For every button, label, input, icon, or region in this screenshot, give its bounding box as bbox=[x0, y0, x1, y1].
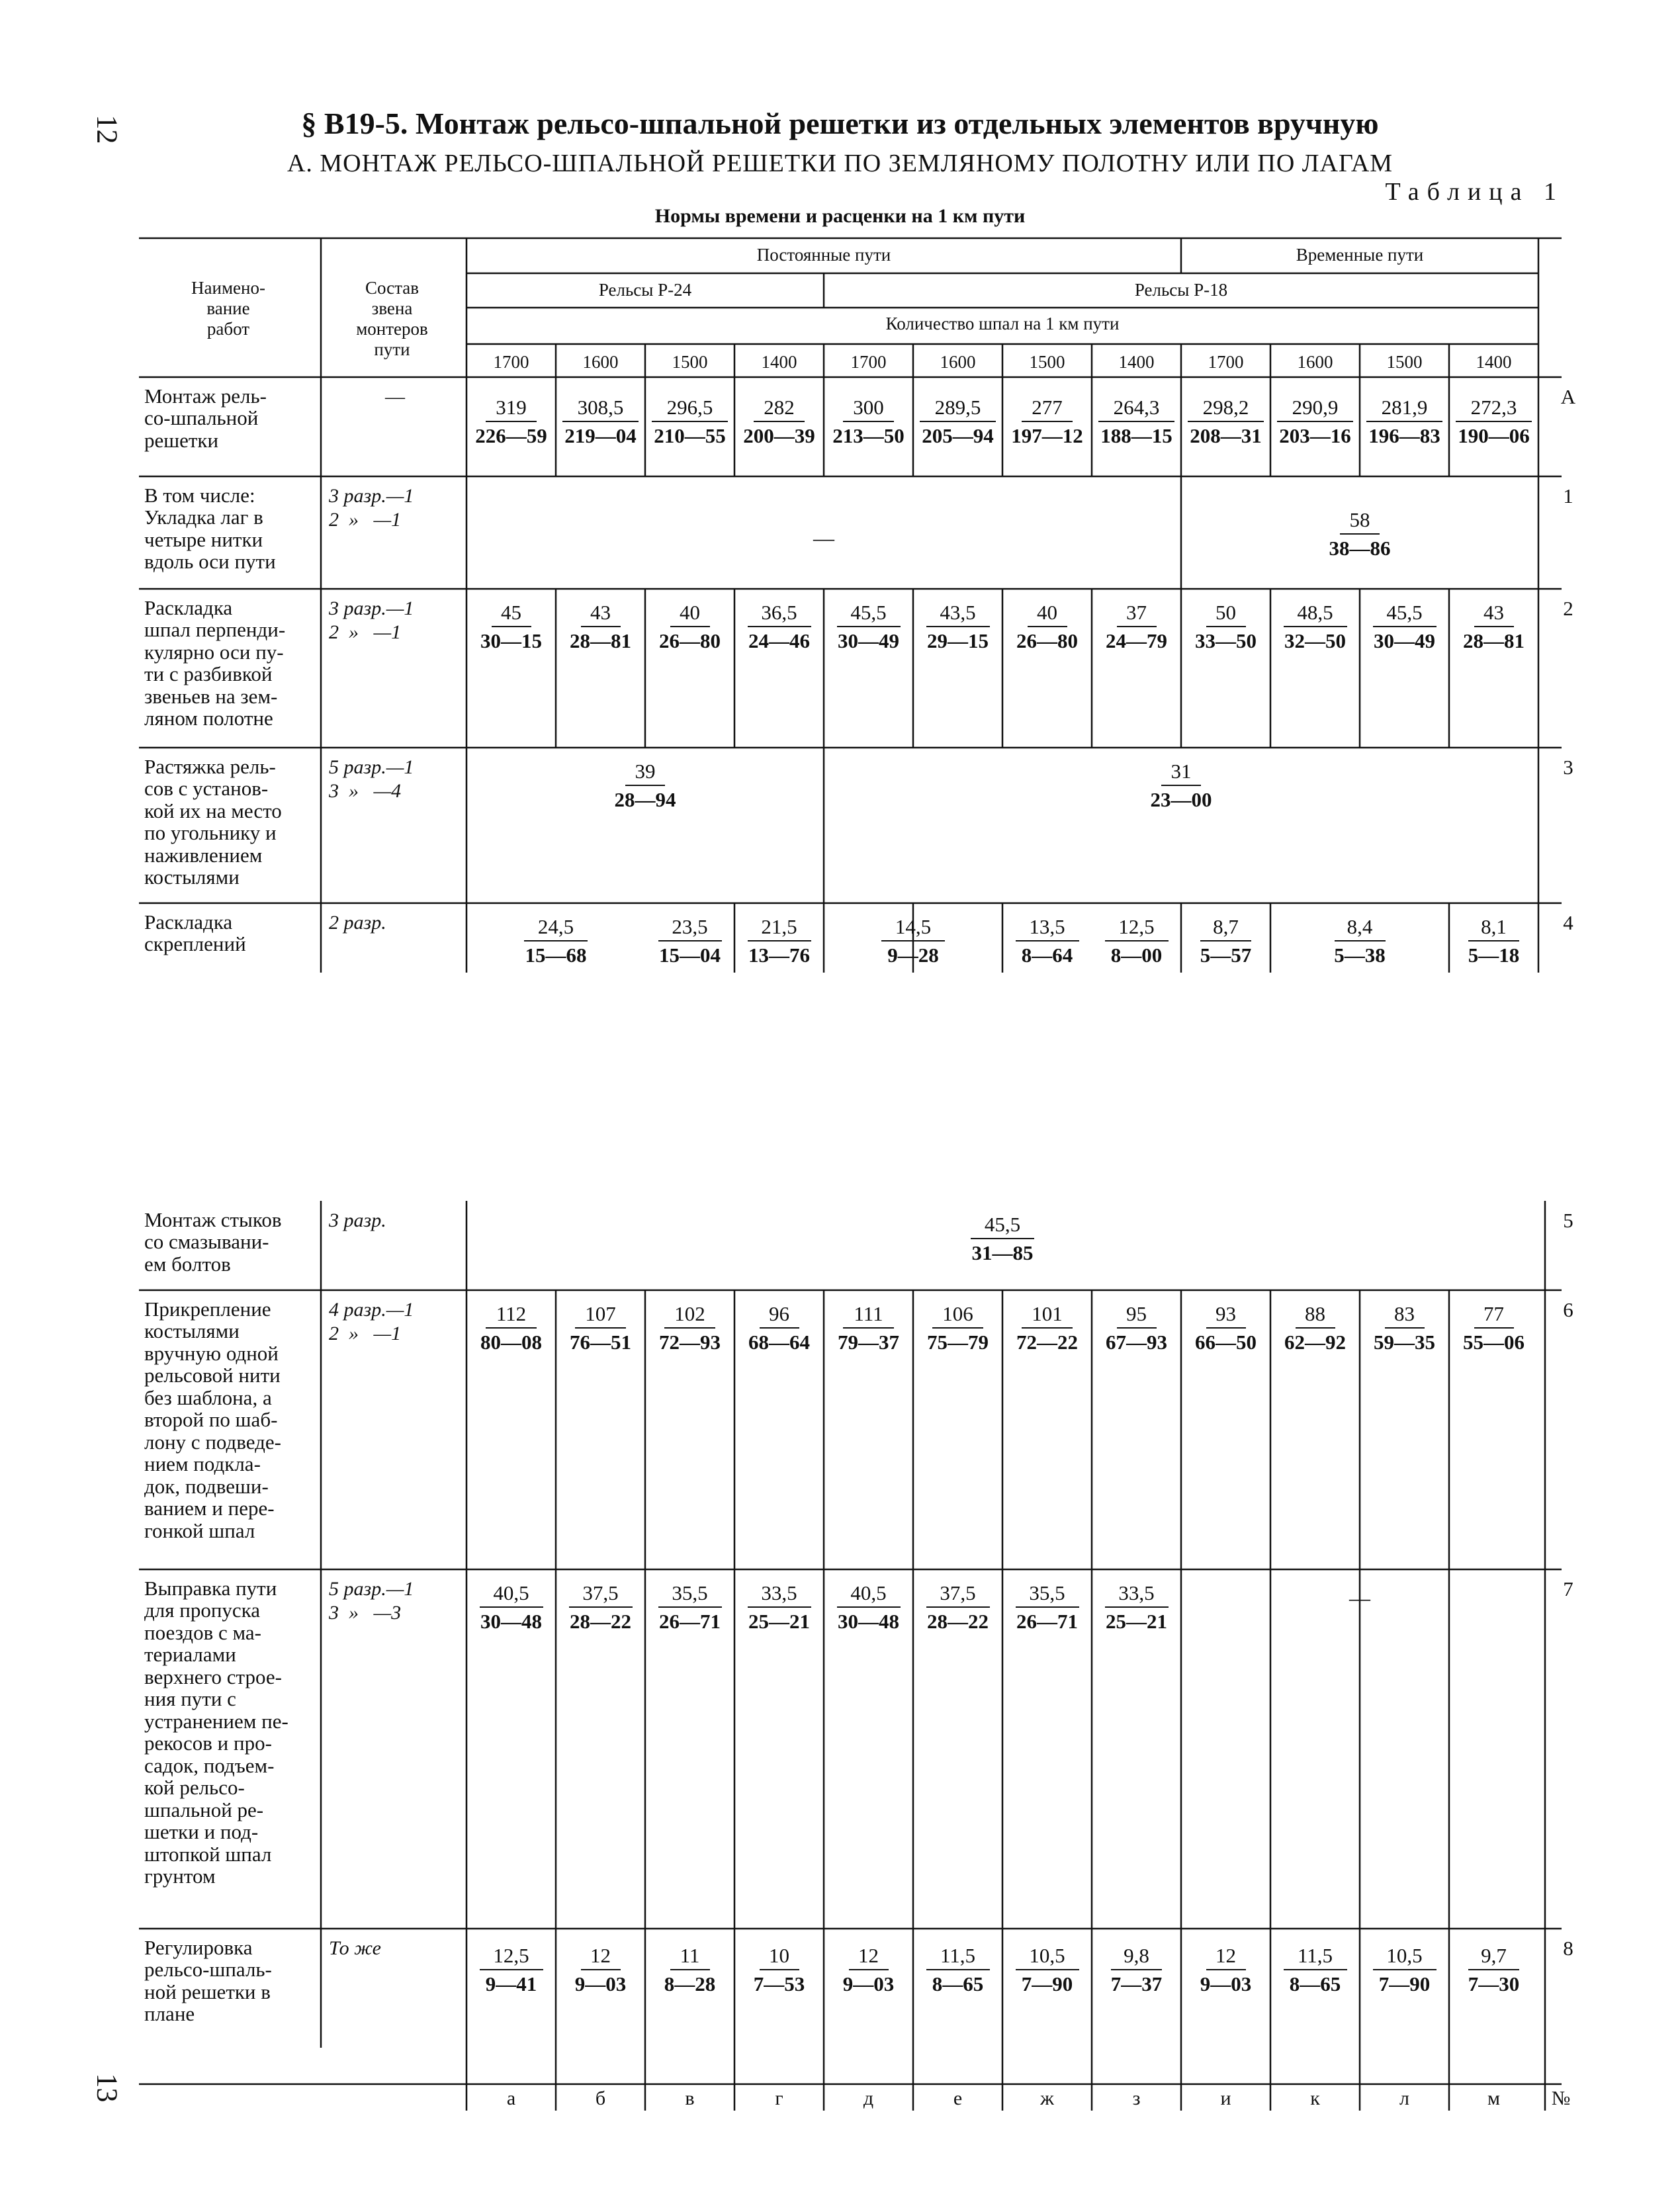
row-A-value-11 bbox=[1360, 394, 1449, 449]
row-4-value-9 bbox=[1449, 913, 1538, 969]
row-A-value-11-price: 196—83 bbox=[1368, 424, 1440, 447]
row-A-value-4 bbox=[734, 394, 824, 449]
row-8-value-10 bbox=[1270, 1942, 1360, 1997]
row-8-value-6 bbox=[913, 1942, 1002, 1997]
row-6-value-8-price: 67—93 bbox=[1106, 1331, 1167, 1354]
header-count-3: 1500 bbox=[672, 352, 708, 372]
row-A-value-4-price: 200—39 bbox=[743, 424, 815, 447]
row-7-value-1-norm: 40,5 bbox=[493, 1581, 529, 1604]
row-7-value-5 bbox=[824, 1579, 913, 1635]
row-2-code: 2 bbox=[1563, 597, 1573, 620]
row-8-value-7-price: 7—90 bbox=[1021, 1972, 1073, 1995]
row-4-value-1-price: 15—68 bbox=[525, 943, 587, 967]
row-6-crew: 4 разр.—1 2 » —1 bbox=[329, 1299, 414, 1344]
column-code-ж: ж bbox=[1040, 2087, 1054, 2109]
row-2-value-8 bbox=[1092, 599, 1181, 654]
row-6-value-9-norm: 93 bbox=[1216, 1302, 1236, 1325]
column-code-м: м bbox=[1487, 2087, 1500, 2109]
row-7-value-6-norm: 37,5 bbox=[940, 1581, 976, 1604]
row-A-value-1-price: 226—59 bbox=[475, 424, 547, 447]
column-code-з: з bbox=[1132, 2087, 1141, 2109]
row-5-value bbox=[466, 1211, 1538, 1266]
row-6-value-5 bbox=[824, 1300, 913, 1356]
row-2-value-11 bbox=[1360, 599, 1449, 654]
row-8-value-7-norm: 10,5 bbox=[1029, 1944, 1065, 1967]
row-2-value-10-norm: 48,5 bbox=[1297, 601, 1333, 624]
header-count-2: 1600 bbox=[582, 352, 619, 372]
row-3-crew: 5 разр.—1 3 » —4 bbox=[329, 756, 414, 802]
row-4-name: Раскладка скреплений bbox=[144, 910, 246, 956]
row-4-value-7-norm: 8,7 bbox=[1213, 915, 1239, 938]
row-7-value-4-price: 25—21 bbox=[748, 1610, 810, 1633]
row-2-value-12-norm: 43 bbox=[1483, 601, 1504, 624]
section-title: § В19-5. Монтаж рельсо-шпальной решетки из отдельных элементов вручную bbox=[301, 107, 1379, 140]
row-2-value-8-price: 24—79 bbox=[1106, 629, 1167, 652]
row-1-name: В том числе: Укладка лаг в четыре нитки вдоль оси пути bbox=[144, 484, 276, 574]
row-8-value-12 bbox=[1449, 1942, 1538, 1997]
column-code-в: в bbox=[685, 2087, 695, 2109]
row-A-value-3 bbox=[645, 394, 734, 449]
row-4-value-2-norm: 23,5 bbox=[672, 915, 708, 938]
row-7-value-4 bbox=[734, 1579, 824, 1635]
header-permanent: Постоянные пути bbox=[756, 245, 891, 265]
row-2-value-3-norm: 40 bbox=[680, 601, 700, 624]
row-2-value-7-norm: 40 bbox=[1037, 601, 1057, 624]
row-2-value-10-price: 32—50 bbox=[1284, 629, 1346, 652]
row-8-value-11-price: 7—90 bbox=[1378, 1972, 1431, 1995]
row-6-value-6-norm: 106 bbox=[942, 1302, 973, 1325]
row-4-value-1 bbox=[466, 913, 645, 969]
row-4-value-4 bbox=[824, 913, 1002, 969]
row-7-value-4-norm: 33,5 bbox=[761, 1581, 797, 1604]
row-5-name: Монтаж стыков со смазывани- ем болтов bbox=[144, 1208, 282, 1276]
row-8-value-9 bbox=[1181, 1942, 1270, 1997]
column-code-б: б bbox=[595, 2087, 606, 2109]
row-5-value-norm: 45,5 bbox=[984, 1213, 1021, 1236]
row-A-value-5-price: 213—50 bbox=[832, 424, 905, 447]
row-6-value-2-price: 76—51 bbox=[570, 1331, 631, 1354]
page-number-top: 12 bbox=[91, 114, 124, 144]
row-6-value-9-price: 66—50 bbox=[1195, 1331, 1257, 1354]
row-A-value-8 bbox=[1092, 394, 1181, 449]
row-7-value-2-norm: 37,5 bbox=[582, 1581, 619, 1604]
row-8-value-8 bbox=[1092, 1942, 1181, 1997]
row-3-value-p24-norm: 39 bbox=[635, 760, 656, 783]
row-4-value-9-norm: 8,1 bbox=[1481, 915, 1507, 938]
row-A-value-8-price: 188—15 bbox=[1100, 424, 1172, 447]
row-4-value-4-price: 9—28 bbox=[887, 943, 939, 967]
row-2-value-11-norm: 45,5 bbox=[1386, 601, 1423, 624]
row-A-value-6-price: 205—94 bbox=[922, 424, 994, 447]
row-3-value-p24-price: 28—94 bbox=[614, 788, 676, 811]
row-6-value-4-price: 68—64 bbox=[748, 1331, 810, 1354]
column-code-л: л bbox=[1399, 2087, 1409, 2109]
header-name-col: Наимено- вание работ bbox=[191, 278, 265, 339]
row-8-value-10-price: 8—65 bbox=[1289, 1972, 1341, 1995]
row-6-value-11-norm: 83 bbox=[1394, 1302, 1415, 1325]
row-3-value-p24 bbox=[466, 758, 824, 813]
row-5-crew: 3 разр. bbox=[329, 1209, 386, 1231]
row-8-value-6-norm: 11,5 bbox=[940, 1944, 976, 1967]
row-1-value-price: 38—86 bbox=[1329, 537, 1391, 560]
row-A-value-12-price: 190—06 bbox=[1458, 424, 1530, 447]
row-8-value-8-norm: 9,8 bbox=[1124, 1944, 1149, 1967]
row-7-value-6 bbox=[913, 1579, 1002, 1635]
row-2-value-1-norm: 45 bbox=[501, 601, 521, 624]
section-subtitle: А. МОНТАЖ РЕЛЬСО-ШПАЛЬНОЙ РЕШЕТКИ ПО ЗЕМЛЯНОМУ ПОЛОТНУ ИЛИ ПО ЛАГАМ bbox=[287, 150, 1393, 177]
row-7-value-8-norm: 33,5 bbox=[1118, 1581, 1155, 1604]
row-3-name: Растяжка рель- сов с установ- кой их на место по угольнику и наживлением костылями bbox=[144, 755, 282, 889]
row-7-value-8-price: 25—21 bbox=[1106, 1610, 1167, 1633]
row-6-value-7 bbox=[1002, 1300, 1092, 1356]
row-8-value-9-price: 9—03 bbox=[1200, 1972, 1252, 1995]
row-2-value-6-norm: 43,5 bbox=[940, 601, 976, 624]
row-4-value-3-price: 13—76 bbox=[748, 943, 810, 967]
table-caption: Нормы времени и расценки на 1 км пути bbox=[654, 205, 1026, 227]
row-2-value-10 bbox=[1270, 599, 1360, 654]
row-1-crew: 3 разр.—1 2 » —1 bbox=[329, 485, 414, 531]
row-A-value-9 bbox=[1181, 394, 1270, 449]
row-8-code: 8 bbox=[1563, 1937, 1573, 1960]
header-temporary: Временные пути bbox=[1296, 245, 1424, 265]
row-A-name: Монтаж рель- со-шпальной решетки bbox=[144, 384, 267, 452]
row-7-value-2 bbox=[556, 1579, 645, 1635]
row-4-value-2 bbox=[645, 913, 734, 969]
row-6-value-10-norm: 88 bbox=[1305, 1302, 1325, 1325]
row-8-value-4-price: 7—53 bbox=[753, 1972, 805, 1995]
row-2-value-12 bbox=[1449, 599, 1538, 654]
row-6-value-8-norm: 95 bbox=[1126, 1302, 1147, 1325]
row-3-value-p18 bbox=[824, 758, 1538, 813]
row-2-value-1 bbox=[466, 599, 556, 654]
row-2-crew: 3 разр.—1 2 » —1 bbox=[329, 597, 414, 643]
row-A-value-3-price: 210—55 bbox=[654, 424, 726, 447]
row-2-value-3 bbox=[645, 599, 734, 654]
row-A-value-9-norm: 298,2 bbox=[1202, 396, 1249, 419]
row-1-code: 1 bbox=[1563, 484, 1573, 507]
row-2-value-5 bbox=[824, 599, 913, 654]
row-A-value-12 bbox=[1449, 394, 1538, 449]
row-A-value-10-norm: 290,9 bbox=[1292, 396, 1339, 419]
header-count-5: 1700 bbox=[850, 352, 887, 372]
row-2-value-9-norm: 50 bbox=[1216, 601, 1236, 624]
row-A-value-3-norm: 296,5 bbox=[666, 396, 713, 419]
row-8-value-4-norm: 10 bbox=[769, 1944, 789, 1967]
row-8-value-12-price: 7—30 bbox=[1468, 1972, 1520, 1995]
row-2-value-4-norm: 36,5 bbox=[761, 601, 797, 624]
row-A-crew: — bbox=[385, 386, 405, 408]
row-A-value-6-norm: 289,5 bbox=[934, 396, 981, 419]
row-8-value-5 bbox=[824, 1942, 913, 1997]
row-1-value bbox=[1181, 506, 1538, 562]
row-8-value-2-norm: 12 bbox=[590, 1944, 611, 1967]
row-2-value-8-norm: 37 bbox=[1126, 601, 1147, 624]
row-4-value-8-norm: 8,4 bbox=[1347, 915, 1373, 938]
row-2-name: Раскладка шпал перпенди- кулярно оси пу- ти с разбивкой звеньев на зем- ляном полотне bbox=[144, 596, 286, 730]
row-6-value-3-norm: 102 bbox=[674, 1302, 705, 1325]
row-A-value-11-norm: 281,9 bbox=[1381, 396, 1428, 419]
row-7-value-1-price: 30—48 bbox=[480, 1610, 542, 1633]
row-8-value-11 bbox=[1360, 1942, 1449, 1997]
row-4-value-1-norm: 24,5 bbox=[537, 915, 574, 938]
header-count-11: 1500 bbox=[1386, 352, 1423, 372]
row-3-value-p18-price: 23—00 bbox=[1150, 788, 1212, 811]
row-6-value-1-price: 80—08 bbox=[480, 1331, 542, 1354]
row-5-code: 5 bbox=[1563, 1209, 1573, 1232]
row-6-value-10 bbox=[1270, 1300, 1360, 1356]
row-A-value-9-price: 208—31 bbox=[1190, 424, 1262, 447]
row-8-value-2-price: 9—03 bbox=[574, 1972, 627, 1995]
row-2-value-4 bbox=[734, 599, 824, 654]
row-8-value-4 bbox=[734, 1942, 824, 1997]
header-sleepers: Количество шпал на 1 км пути bbox=[885, 314, 1120, 333]
row-7-value-2-price: 28—22 bbox=[570, 1610, 631, 1633]
row-3-code: 3 bbox=[1563, 756, 1573, 779]
row-7-value-6-price: 28—22 bbox=[927, 1610, 989, 1633]
row-4-value-6-price: 8—00 bbox=[1110, 943, 1163, 967]
row-6-value-9 bbox=[1181, 1300, 1270, 1356]
row-6-value-5-price: 79—37 bbox=[838, 1331, 899, 1354]
column-code-к: к bbox=[1310, 2087, 1320, 2109]
row-2-value-7 bbox=[1002, 599, 1092, 654]
row-8-value-1-price: 9—41 bbox=[485, 1972, 537, 1995]
row-4-crew: 2 разр. bbox=[329, 912, 386, 934]
row-A-value-2-norm: 308,5 bbox=[577, 396, 624, 419]
row-4-value-5-price: 8—64 bbox=[1021, 943, 1073, 967]
column-code-д: д bbox=[863, 2087, 874, 2109]
column-code-а: а bbox=[506, 2087, 516, 2109]
row-A-value-2-price: 219—04 bbox=[564, 424, 637, 447]
row-7-value-8 bbox=[1092, 1579, 1181, 1635]
row-6-value-6 bbox=[913, 1300, 1002, 1356]
row-2-value-2 bbox=[556, 599, 645, 654]
row-2-value-7-price: 26—80 bbox=[1016, 629, 1078, 652]
row-6-value-4-norm: 96 bbox=[769, 1302, 789, 1325]
header-rails-p24: Рельсы Р-24 bbox=[598, 280, 692, 300]
row-7-value-5-price: 30—48 bbox=[838, 1610, 899, 1633]
row-4-value-6-norm: 12,5 bbox=[1118, 915, 1155, 938]
row-4-value-8-price: 5—38 bbox=[1334, 943, 1386, 967]
row-8-value-3-price: 8—28 bbox=[664, 1972, 716, 1995]
row-7-value-3 bbox=[645, 1579, 734, 1635]
row-8-value-7 bbox=[1002, 1942, 1092, 1997]
row-8-value-11-norm: 10,5 bbox=[1386, 1944, 1423, 1967]
row-6-value-5-norm: 111 bbox=[854, 1302, 883, 1325]
row-8-value-1-norm: 12,5 bbox=[493, 1944, 529, 1967]
row-6-value-1-norm: 112 bbox=[496, 1302, 527, 1325]
header-count-4: 1400 bbox=[761, 352, 797, 372]
row-A-value-7-norm: 277 bbox=[1032, 396, 1063, 419]
row-A-value-10-price: 203—16 bbox=[1279, 424, 1351, 447]
row-8-value-9-norm: 12 bbox=[1216, 1944, 1236, 1967]
row-6-value-8 bbox=[1092, 1300, 1181, 1356]
row-A-code: А bbox=[1560, 385, 1576, 408]
table-label: Таблица 1 bbox=[1385, 178, 1564, 206]
row-4-code: 4 bbox=[1563, 911, 1573, 934]
row-8-value-12-norm: 9,7 bbox=[1481, 1944, 1507, 1967]
row-2-value-12-price: 28—81 bbox=[1463, 629, 1525, 652]
row-7-crew: 5 разр.—1 3 » —3 bbox=[329, 1578, 414, 1624]
row-4-value-5 bbox=[1002, 913, 1092, 969]
row-7-code: 7 bbox=[1563, 1577, 1573, 1600]
row-8-value-8-price: 7—37 bbox=[1110, 1972, 1163, 1995]
header-count-8: 1400 bbox=[1118, 352, 1155, 372]
header-count-12: 1400 bbox=[1476, 352, 1512, 372]
row-A-value-1-norm: 319 bbox=[496, 396, 527, 419]
row-2-value-2-price: 28—81 bbox=[570, 629, 631, 652]
row-A-value-7 bbox=[1002, 394, 1092, 449]
row-A-value-2 bbox=[556, 394, 645, 449]
row-4-value-3 bbox=[734, 913, 824, 969]
row-8-value-5-price: 9—03 bbox=[842, 1972, 895, 1995]
row-6-value-12-norm: 77 bbox=[1483, 1302, 1504, 1325]
row-2-value-11-price: 30—49 bbox=[1374, 629, 1435, 652]
column-code-г: г bbox=[775, 2087, 783, 2109]
row-A-value-10 bbox=[1270, 394, 1360, 449]
row-4-value-3-norm: 21,5 bbox=[761, 915, 797, 938]
row-4-value-7-price: 5—57 bbox=[1200, 943, 1252, 967]
row-4-value-8 bbox=[1270, 913, 1449, 969]
row-1-value-norm: 58 bbox=[1349, 508, 1370, 531]
row-A-value-7-price: 197—12 bbox=[1011, 424, 1083, 447]
row-2-value-1-price: 30—15 bbox=[480, 629, 542, 652]
row-A-value-1 bbox=[466, 394, 556, 449]
row-8-value-6-price: 8—65 bbox=[932, 1972, 984, 1995]
row-8-value-5-norm: 12 bbox=[858, 1944, 879, 1967]
row-4-value-7 bbox=[1181, 913, 1270, 969]
row-A-value-8-norm: 264,3 bbox=[1113, 396, 1160, 419]
row-2-value-9 bbox=[1181, 599, 1270, 654]
row-7-dash: — bbox=[1349, 1586, 1370, 1610]
row-6-value-1 bbox=[466, 1300, 556, 1356]
row-4-value-9-price: 5—18 bbox=[1468, 943, 1520, 967]
row-7-value-7-price: 26—71 bbox=[1016, 1610, 1078, 1633]
row-A-value-6 bbox=[913, 394, 1002, 449]
row-6-value-11-price: 59—35 bbox=[1374, 1331, 1435, 1354]
row-6-value-3-price: 72—93 bbox=[659, 1331, 721, 1354]
row-6-value-10-price: 62—92 bbox=[1284, 1331, 1346, 1354]
header-count-1: 1700 bbox=[493, 352, 529, 372]
row-1-dash: — bbox=[813, 526, 834, 550]
row-7-value-5-norm: 40,5 bbox=[850, 1581, 887, 1604]
row-6-value-4 bbox=[734, 1300, 824, 1356]
row-7-value-7 bbox=[1002, 1579, 1092, 1635]
row-8-crew: То же bbox=[329, 1937, 381, 1959]
row-6-value-2 bbox=[556, 1300, 645, 1356]
header-count-10: 1600 bbox=[1297, 352, 1333, 372]
row-2-value-6 bbox=[913, 599, 1002, 654]
row-4-value-4-norm: 14,5 bbox=[895, 915, 932, 938]
row-8-value-3 bbox=[645, 1942, 734, 1997]
row-6-name: Прикрепление костылями вручную одной рельсовой нити без шаблона, а второй по шаб- лону с подведе- нием подкла- док, подвеши- ванием и пере- гонкой шпал bbox=[144, 1297, 281, 1542]
row-7-value-7-norm: 35,5 bbox=[1029, 1581, 1065, 1604]
row-8-value-10-norm: 11,5 bbox=[1297, 1944, 1333, 1967]
row-6-value-12 bbox=[1449, 1300, 1538, 1356]
row-6-code: 6 bbox=[1563, 1298, 1573, 1321]
row-6-value-3 bbox=[645, 1300, 734, 1356]
row-8-value-2 bbox=[556, 1942, 645, 1997]
row-2-value-6-price: 29—15 bbox=[927, 629, 989, 652]
row-7-value-3-price: 26—71 bbox=[659, 1610, 721, 1633]
row-A-value-12-norm: 272,3 bbox=[1470, 396, 1517, 419]
header-crew-col: Состав звена монтеров пути bbox=[356, 278, 428, 360]
row-2-value-3-price: 26—80 bbox=[659, 629, 721, 652]
row-4-value-2-price: 15—04 bbox=[659, 943, 721, 967]
row-5-value-price: 31—85 bbox=[971, 1241, 1034, 1264]
page-number-bottom: 13 bbox=[91, 2073, 124, 2103]
row-8-value-3-norm: 11 bbox=[680, 1944, 700, 1967]
row-7-value-3-norm: 35,5 bbox=[672, 1581, 708, 1604]
row-6-value-11 bbox=[1360, 1300, 1449, 1356]
row-8-value-1 bbox=[466, 1942, 556, 1997]
row-2-value-4-price: 24—46 bbox=[748, 629, 810, 652]
row-2-value-5-norm: 45,5 bbox=[850, 601, 887, 624]
column-code-е: е bbox=[953, 2087, 963, 2109]
row-6-value-6-price: 75—79 bbox=[927, 1331, 989, 1354]
row-A-value-5 bbox=[824, 394, 913, 449]
row-6-value-12-price: 55—06 bbox=[1463, 1331, 1525, 1354]
row-4-value-5-norm: 13,5 bbox=[1029, 915, 1065, 938]
row-A-value-5-norm: 300 bbox=[853, 396, 884, 419]
row-2-value-9-price: 33—50 bbox=[1195, 629, 1257, 652]
header-count-7: 1500 bbox=[1029, 352, 1065, 372]
row-A-value-4-norm: 282 bbox=[764, 396, 795, 419]
row-6-value-2-norm: 107 bbox=[585, 1302, 616, 1325]
number-sign: № bbox=[1551, 2087, 1571, 2109]
row-6-value-7-norm: 101 bbox=[1032, 1302, 1063, 1325]
header-rails-p18: Рельсы Р-18 bbox=[1134, 280, 1228, 300]
row-7-value-1 bbox=[466, 1579, 556, 1635]
row-6-value-7-price: 72—22 bbox=[1016, 1331, 1078, 1354]
row-8-name: Регулировка рельсо-шпаль- ной решетки в плане bbox=[144, 1936, 272, 2026]
row-3-value-p18-norm: 31 bbox=[1171, 760, 1192, 783]
row-2-value-2-norm: 43 bbox=[590, 601, 611, 624]
header-count-6: 1600 bbox=[940, 352, 976, 372]
row-7-name: Выправка пути для пропуска поездов с ма- териалами верхнего строе- ния пути с устранением пе- рекосов и про- садок, подъем- кой рельсо- шпальной ре- шетки и под- штопкой шпал грунтом bbox=[144, 1577, 288, 1888]
row-4-value-6 bbox=[1092, 913, 1181, 969]
row-2-value-5-price: 30—49 bbox=[838, 629, 899, 652]
column-code-и: и bbox=[1220, 2087, 1231, 2109]
header-count-9: 1700 bbox=[1208, 352, 1244, 372]
